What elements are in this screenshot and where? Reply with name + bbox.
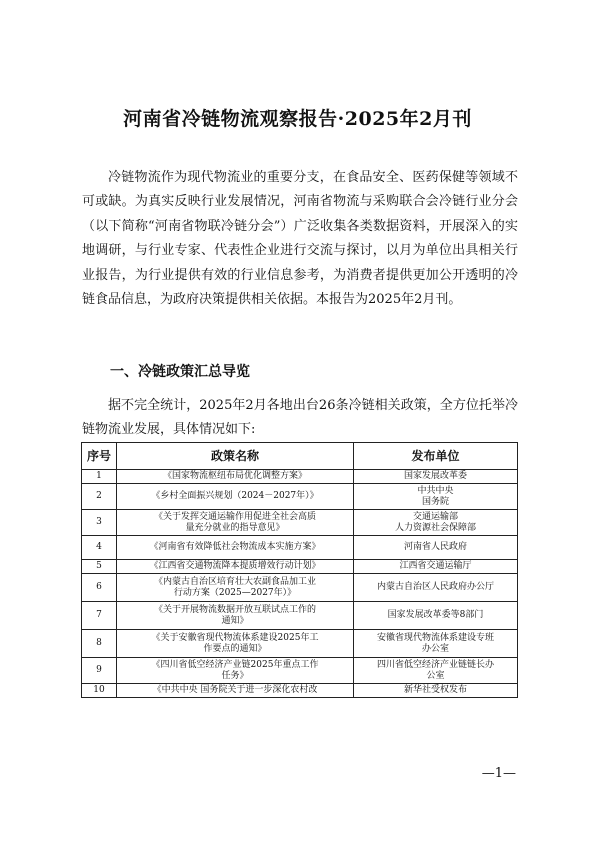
row-policy-name	[117, 536, 354, 560]
policy-name-line: 《江西省交通物流降本提质增效行动计划》	[149, 561, 321, 571]
issuing-unit-line: 办公室	[421, 643, 449, 654]
row-issuing-unit	[354, 684, 518, 698]
table-row	[82, 602, 518, 630]
row-issuing-unit	[354, 484, 518, 510]
policy-name-line: 《关于开展物流数据开放互联试点工作的	[153, 604, 316, 615]
row-policy-name	[117, 684, 354, 698]
issuing-unit-line: 国务院	[421, 496, 449, 507]
header-issuing-unit: 发布单位	[354, 443, 518, 470]
row-serial-number: 2	[82, 484, 117, 510]
policy-name-line: 通知》	[221, 615, 249, 626]
policy-name-line: 《关于安徽省现代物流体系建设2025年工	[151, 632, 319, 643]
issuing-unit-line: 国家发展改革委	[403, 471, 467, 481]
header-serial-number: 序号	[82, 443, 117, 470]
page-number: —1—	[481, 766, 516, 781]
issuing-unit-line: 江西省交通运输厅	[399, 561, 472, 571]
statistics-paragraph: 据不完全统计，2025年2月各地出台26条冷链相关政策，全方位托举冷链物流业发展，具体情况如下:	[82, 398, 518, 437]
issuing-unit-line: 新华社受权发布	[403, 685, 467, 695]
row-serial-number: 4	[82, 536, 117, 560]
intro-paragraph: 冷链物流作为现代物流业的重要分支，在食品安全、医药保健等领域不可或缺。为真实反映行业发展情况，河南省物流与采购联合会冷链行业分会（以下简称“河南省物联冷链分会”）广泛收集各类数据资料，开展深入的实地调研，与行业专家、代表性企业进行交流与探讨，以月为单位出具相关行业报告，为行业提供有效的行业信息参考，为消费者提供更加公开透明的冷链食品信息，为政府决策提供相关依据。本报告为2025年2月刊。	[82, 170, 518, 308]
policy-name-line: 量充分就业的指导意见》	[185, 522, 285, 533]
row-policy-name	[117, 630, 354, 658]
row-serial-number: 7	[82, 602, 117, 630]
row-serial-number: 1	[82, 470, 117, 484]
row-issuing-unit	[354, 602, 518, 630]
table-row	[82, 560, 518, 574]
header-policy-name: 政策名称	[117, 443, 354, 470]
table-row	[82, 510, 518, 536]
issuing-unit-line: 安徽省现代物流体系建设专班	[376, 632, 494, 643]
row-policy-name	[117, 470, 354, 484]
policy-table-header-row	[82, 443, 518, 470]
policy-table	[81, 442, 518, 698]
policy-name-line: 《国家物流枢纽布局优化调整方案》	[162, 471, 307, 481]
table-row	[82, 574, 518, 602]
issuing-unit-line: 中共中央	[417, 485, 454, 496]
row-policy-name	[117, 484, 354, 510]
row-policy-name	[117, 602, 354, 630]
policy-name-line: 任务》	[221, 670, 249, 681]
row-policy-name	[117, 658, 354, 684]
issuing-unit-line: 内蒙古自治区人民政府办公厅	[376, 582, 494, 592]
issuing-unit-line: 交通运输部	[412, 511, 458, 522]
row-policy-name	[117, 510, 354, 536]
row-serial-number: 6	[82, 574, 117, 602]
policy-table-body	[82, 470, 518, 698]
policy-name-line: 《中共中央 国务院关于进一步深化农村改	[152, 685, 318, 695]
row-serial-number: 9	[82, 658, 117, 684]
policy-name-line: 《乡村全面振兴规划（2024－2027年）》	[151, 491, 319, 501]
row-issuing-unit	[354, 560, 518, 574]
section-heading: 一、冷链政策汇总导览	[110, 364, 250, 380]
row-policy-name	[117, 560, 354, 574]
row-issuing-unit	[354, 510, 518, 536]
row-serial-number: 8	[82, 630, 117, 658]
policy-name-line: 《内蒙古自治区培育壮大农副食品加工业	[153, 576, 316, 587]
table-row	[82, 470, 518, 484]
table-row	[82, 658, 518, 684]
policy-name-line: 作要点的通知》	[203, 643, 267, 654]
row-issuing-unit	[354, 574, 518, 602]
policy-name-line: 《河南省有效降低社会物流成本实施方案》	[149, 542, 321, 552]
issuing-unit-line: 国家发展改革委等8部门	[387, 610, 484, 620]
row-issuing-unit	[354, 536, 518, 560]
row-issuing-unit	[354, 630, 518, 658]
row-serial-number: 10	[82, 684, 117, 698]
row-serial-number: 3	[82, 510, 117, 536]
issuing-unit-line: 人力资源社会保障部	[394, 522, 476, 533]
policy-name-line: 行动方案（2025—2027年）》	[173, 587, 297, 598]
row-issuing-unit	[354, 658, 518, 684]
table-row	[82, 630, 518, 658]
row-issuing-unit	[354, 470, 518, 484]
row-serial-number: 5	[82, 560, 117, 574]
policy-name-line: 《关于发挥交通运输作用促进全社会高质	[153, 511, 316, 522]
issuing-unit-line: 河南省人民政府	[403, 542, 467, 552]
table-row	[82, 484, 518, 510]
issuing-unit-line: 公室	[426, 670, 445, 681]
table-row	[82, 536, 518, 560]
report-title: 河南省冷链物流观察报告·2025年2月刊	[123, 108, 472, 130]
table-row	[82, 684, 518, 698]
policy-name-line: 《四川省低空经济产业链2025年重点工作	[151, 659, 319, 670]
issuing-unit-line: 四川省低空经济产业链链长办	[376, 659, 494, 670]
row-policy-name	[117, 574, 354, 602]
